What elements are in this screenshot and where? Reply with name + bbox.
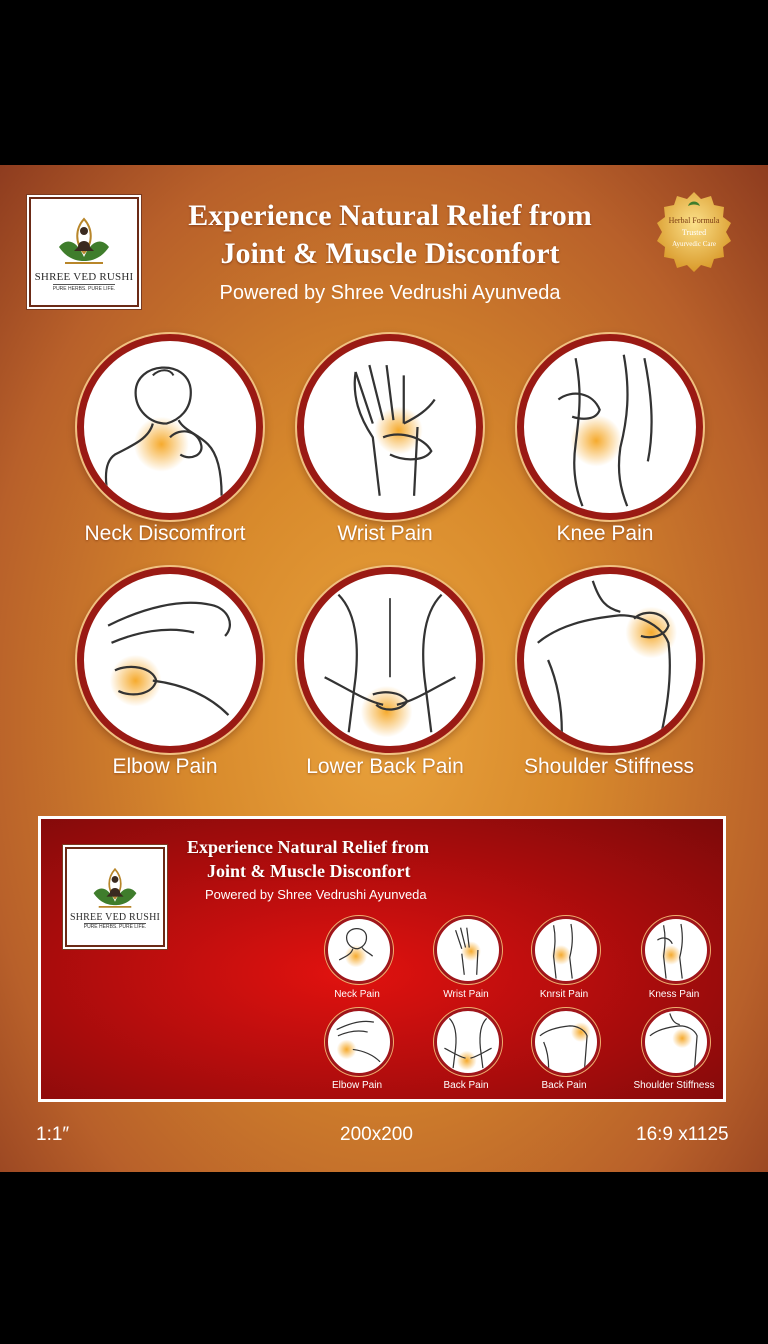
condition-label: Neck Discomfrort: [84, 522, 246, 545]
mini-label: Kness Pain: [648, 989, 700, 1000]
footer-size-center: 200x200: [340, 1124, 413, 1145]
badge-line-2: Trusted: [681, 228, 707, 237]
elbow-pain-illustration: [77, 567, 263, 753]
knee-pain-illustration: [517, 334, 703, 520]
condition-label: Wrist Pain: [337, 522, 433, 545]
shoulder-stiffness-illustration: [517, 567, 703, 753]
mini-wrist-illustration: [434, 916, 502, 984]
condition-label: Knee Pain: [556, 522, 654, 545]
lotus-meditation-icon: [88, 864, 142, 912]
mini-shoulder-illustration: [642, 1008, 710, 1076]
mini-label: Knrsit Pain: [539, 989, 589, 1000]
mini-label: Shoulder Stiffness: [633, 1080, 715, 1091]
badge-line-3: Ayurvedic Care: [672, 240, 716, 248]
mini-label: Wrist Pain: [443, 989, 489, 1000]
mini-knee-illustration-2: [642, 916, 710, 984]
mini-neck-illustration: [325, 916, 393, 984]
condition-label: Lower Back Pain: [306, 755, 464, 778]
condition-label: Elbow Pain: [112, 755, 218, 778]
title-line-1: Experience Natural Relief from: [188, 199, 592, 232]
brand-tagline: PURE HERBS. PURE LIFE.: [52, 285, 116, 292]
title-line-2: Joint & Muscle Disconfort: [220, 237, 560, 270]
footer-ratio-left: 1:1″: [36, 1124, 70, 1145]
lotus-meditation-icon: [53, 213, 115, 269]
banner-title-line-2: Joint & Muscle Disconfort: [207, 861, 411, 881]
mini-label: Back Pain: [541, 1080, 587, 1091]
banner-preview: [38, 816, 726, 1102]
footer-ratio-right: 16:9 x1125: [636, 1124, 729, 1145]
mini-back-illustration: [434, 1008, 502, 1076]
badge-line-1: Herbal Formula: [668, 216, 720, 225]
condition-label: Shoulder Stiffness: [523, 755, 695, 778]
poster: [0, 165, 768, 1172]
mini-label: Back Pain: [443, 1080, 489, 1091]
banner-brand-logo: [65, 847, 165, 947]
banner-subtitle: Powered by Shree Vedrushi Ayunveda: [205, 887, 427, 902]
mini-label: Elbow Pain: [331, 1080, 383, 1091]
mini-back-illustration-2: [532, 1008, 600, 1076]
page-title: [150, 197, 630, 273]
wrist-pain-illustration: [297, 334, 483, 520]
brand-logo: [29, 197, 139, 307]
brand-name: SHREE VED RUSHI: [69, 912, 161, 923]
mini-label: Neck Pain: [334, 989, 380, 1000]
banner-title: [187, 835, 487, 883]
banner-title-line-1: Experience Natural Relief from: [187, 837, 430, 857]
page-subtitle: Powered by Shree Vedrushi Ayunveda: [219, 282, 561, 304]
mini-knee-illustration: [532, 916, 600, 984]
brand-tagline: PURE HERBS. PURE LIFE.: [83, 924, 147, 930]
lower-back-pain-illustration: [297, 567, 483, 753]
brand-name: SHREE VED RUSHI: [34, 270, 134, 283]
herbal-seal-icon: [652, 190, 736, 274]
neck-pain-illustration: [77, 334, 263, 520]
mini-elbow-illustration: [325, 1008, 393, 1076]
